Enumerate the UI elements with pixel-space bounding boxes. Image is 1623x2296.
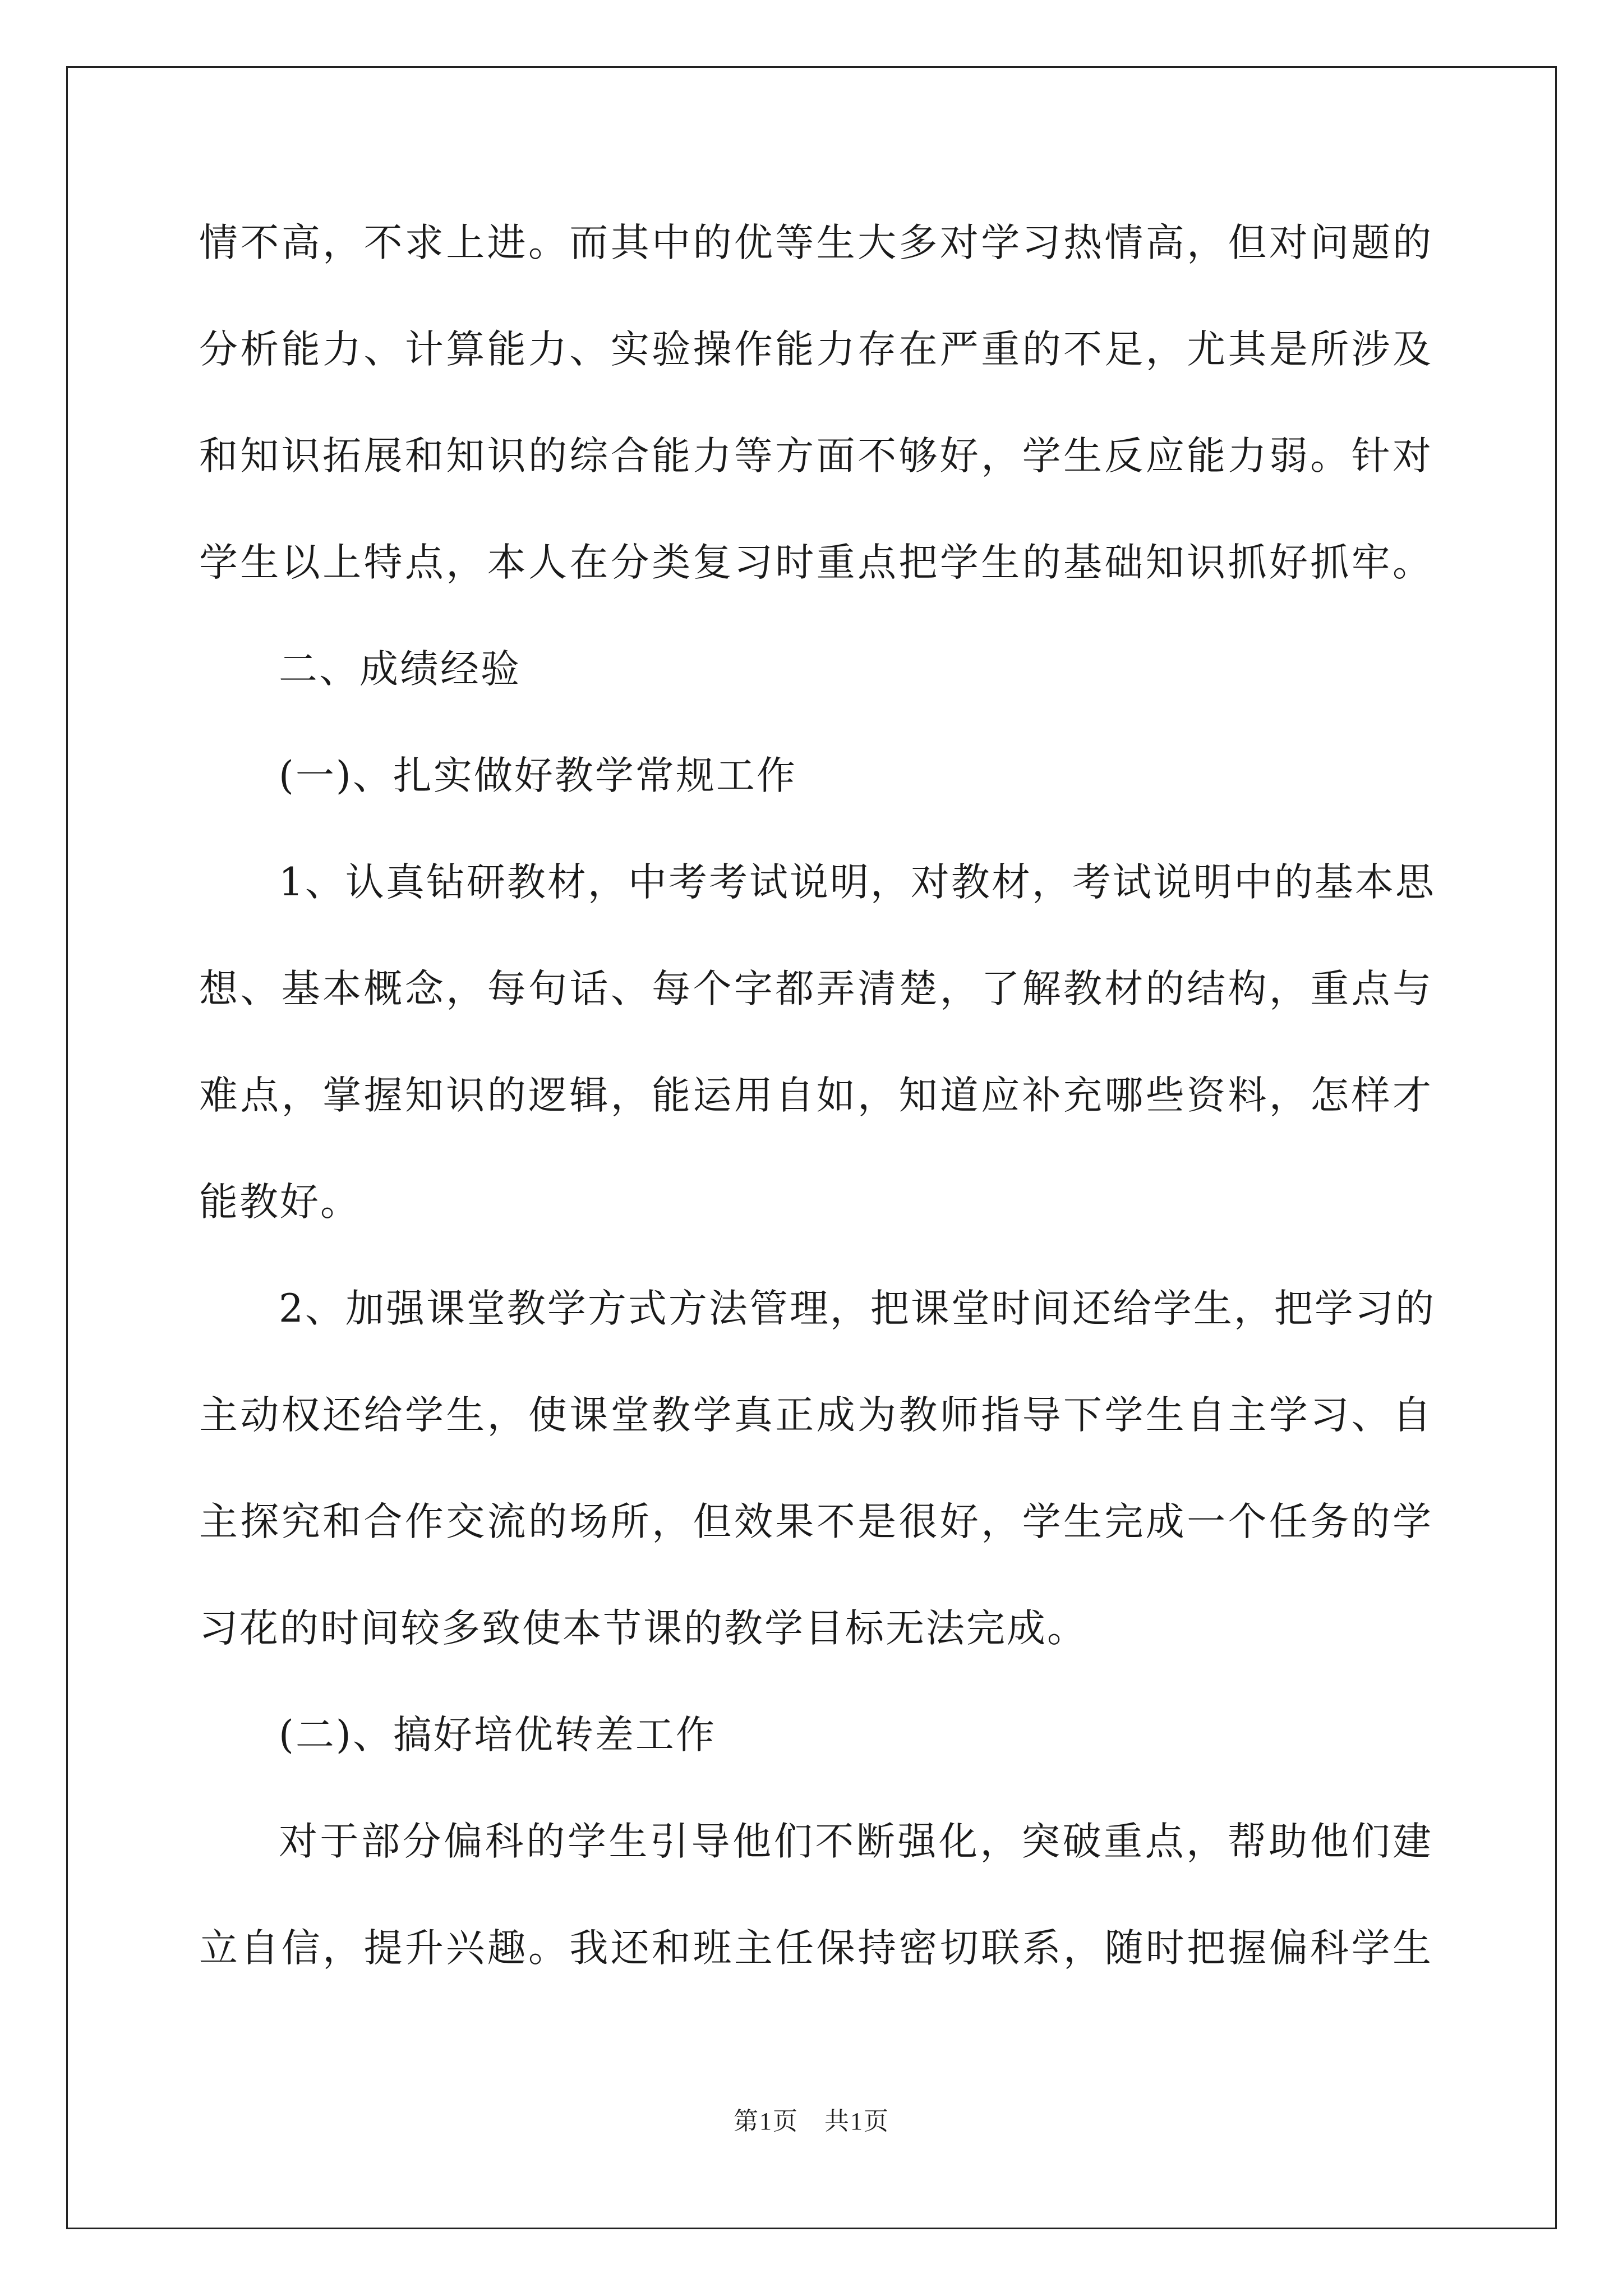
subsection-heading: (二)、搞好培优转差工作 — [279, 1713, 716, 1757]
text-line: 学生以上特点，本人在分类复习时重点把学生的基础知识抓好抓牢。 — [199, 540, 1433, 585]
text-line: 主探究和合作交流的场所，但效果不是很好，学生完成一个任务的学 — [199, 1499, 1433, 1544]
section-heading: 二、成绩经验 — [279, 647, 521, 692]
text-line: 习花的时间较多致使本节课的教学目标无法完成。 — [199, 1606, 1087, 1651]
text-line: 立自信，提升兴趣。我还和班主任保持密切联系，随时把握偏科学生 — [199, 1926, 1433, 1971]
text-line: 难点，掌握知识的逻辑，能运用自如，知道应补充哪些资料，怎样才 — [199, 1073, 1433, 1118]
subsection-heading: (一)、扎实做好教学常规工作 — [279, 753, 797, 798]
text-line: 和知识拓展和知识的综合能力等方面不够好，学生反应能力弱。针对 — [199, 434, 1433, 478]
text-line: 主动权还给学生，使课堂教学真正成为教师指导下学生自主学习、自 — [199, 1393, 1433, 1438]
text-line: 对于部分偏科的学生引导他们不断强化，突破重点，帮助他们建 — [279, 1819, 1433, 1864]
text-line: 2、加强课堂教学方式方法管理，把课堂时间还给学生，把学习的 — [279, 1286, 1436, 1331]
text-line: 1、认真钻研教材，中考考试说明，对教材，考试说明中的基本思 — [279, 860, 1436, 905]
page-number: 第1页 共1页 — [734, 2108, 889, 2135]
text-line: 想、基本概念，每句话、每个字都弄清楚，了解教材的结构，重点与 — [199, 967, 1433, 1011]
text-line: 能教好。 — [199, 1180, 361, 1225]
text-line: 分析能力、计算能力、实验操作能力存在严重的不足，尤其是所涉及 — [199, 327, 1433, 372]
text-line: 情不高，不求上进。而其中的优等生大多对学习热情高，但对问题的 — [199, 220, 1433, 265]
document-body — [199, 216, 1436, 2028]
